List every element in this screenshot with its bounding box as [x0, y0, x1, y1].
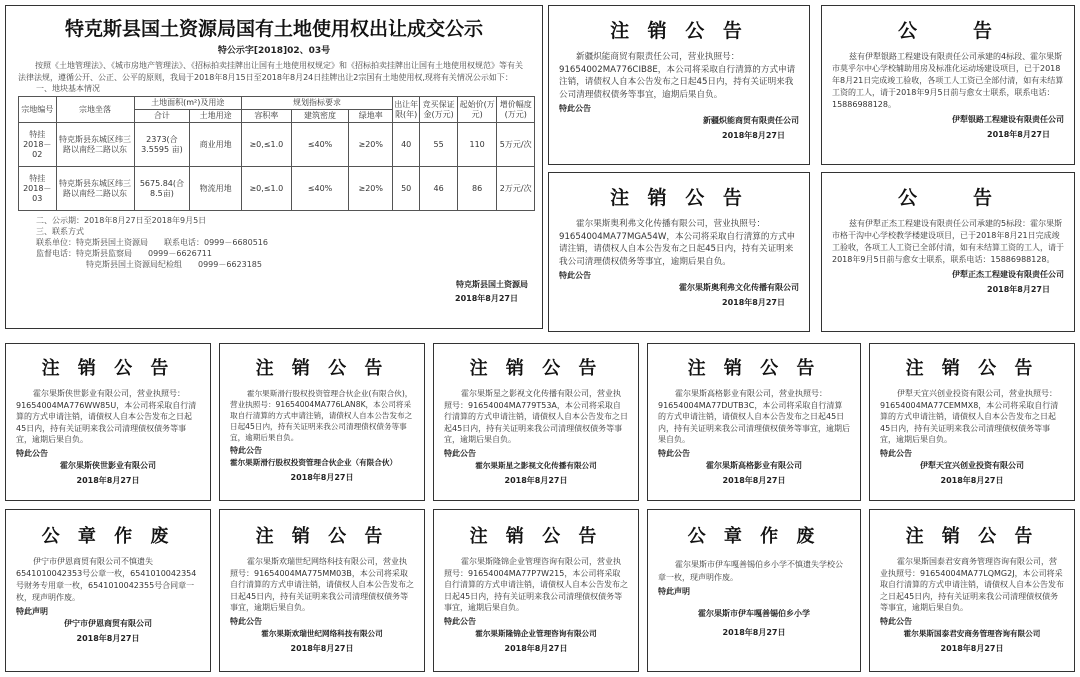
header-area-use: 土地面积(m²)及用途 [134, 97, 241, 110]
notice-heading: 公 告 [897, 187, 998, 209]
notice-closing: 特此公告 [444, 448, 476, 458]
land-notice-number: 特公示字[2018]02、03号 [217, 46, 331, 56]
contact-line-2: 监督电话：特克斯县监察局 0999－6626711 [36, 249, 212, 258]
land-notice-signature: 特克斯县国土资源局 [456, 280, 528, 289]
header-start-price: 起始价(万元) [457, 97, 497, 123]
notice-signature: 霍尔果斯奥利弗文化传播有限公司 [679, 283, 799, 292]
notice-closing: 特此公告 [559, 271, 591, 280]
header-green: 绿地率 [349, 110, 393, 123]
cell-area: 2373(合3.5595 亩) [134, 123, 190, 167]
notice-date: 2018年8月27日 [940, 475, 1004, 485]
cell-years: 40 [393, 123, 420, 167]
notice-heading: 公 章 作 废 [41, 526, 175, 547]
cell-plot: 特挂2018－03 [19, 167, 57, 211]
notice-heading: 注 销 公 告 [905, 358, 1039, 379]
notice-date: 2018年8月27日 [290, 643, 354, 653]
notice-date: 2018年8月27日 [504, 643, 568, 653]
header-density: 建筑密度 [291, 110, 349, 123]
notice-closing: 特此声明 [658, 587, 690, 596]
notice-body: 伊宁市伊恩商贸有限公司不慎遗失6541010042353号公章一枚，6541010042354号财务专用章一枚，6541010042355号合同章一枚，现声明作废。 [16, 557, 197, 602]
notice-closing: 特此公告 [880, 616, 912, 626]
cancellation-notice [869, 343, 1075, 501]
notice-heading: 公 告 [897, 20, 998, 42]
land-notice-title: 特克斯县国土资源局国有土地使用权出让成交公示 [64, 18, 483, 40]
notice-body: 霍尔果斯侠世影业有限公司，营业执照号：91654004MA776WW85U，本公司将采取自行清算的方式申请注销，请债权人自本公告发布之日起45日内，持有关证明来我公司清理债权债务等事宜，逾期后果自负。 [16, 389, 197, 444]
section-2-period: 二、公示期：2018年8月27日至2018年9月5日 [36, 216, 207, 225]
cell-start: 110 [457, 123, 497, 167]
cell-far: ≥0,≤1.0 [241, 123, 291, 167]
wage-notice [821, 172, 1075, 332]
notice-heading: 注 销 公 告 [610, 20, 748, 42]
section-1-heading: 一、地块基本情况 [36, 84, 100, 93]
notice-date: 2018年8月27日 [76, 475, 140, 485]
notice-date: 2018年8月27日 [504, 475, 568, 485]
notice-date: 2018年8月27日 [987, 130, 1050, 139]
notice-body: 霍尔果斯市伊车嘎善锡伯乡小学不慎遗失学校公章一枚，现声明作废。 [658, 560, 843, 582]
header-planning: 规划指标要求 [241, 97, 392, 110]
notice-body: 兹有伊犁正杰工程建设有限责任公司承建的5标段：霍尔果斯市格干沟中心学校教学楼建设项目，已于2018年8月21日完成竣工验收，各项工人工资已全部付清，如有未结算工资的工人，请于2018年9月5日前与愈女士联系，联系电话：15886988128。 [832, 219, 1064, 264]
contact-line-3: 特克斯县国土资源局纪检组 0999－6623185 [86, 260, 262, 269]
notice-body: 新疆炽能商贸有限责任公司，营业执照号：91654002MA776CIB8E，本公司将采取自行清算的方式申请注销，请债权人自本公告发布之日起45日内，持有关证明来我公司清理债权债务等事宜，逾期后果自负。 [559, 52, 796, 100]
notice-heading: 注 销 公 告 [905, 526, 1039, 547]
notice-signature: 新疆炽能商贸有限责任公司 [703, 116, 799, 125]
notice-signature: 霍尔果斯滑行股权投资管理合伙企业（有限合伙） [230, 458, 398, 467]
notice-body: 霍尔果斯奥利弗文化传播有限公司，营业执照号：91654004MA77MGA54W，本公司将采取自行清算的方式申请注销，请债权人自本公告发布之日起45日内，持有关证明来我公司清理债权债务等事宜，逾期后果自负。 [559, 219, 796, 267]
notice-closing: 特此公告 [559, 104, 591, 113]
cell-location: 特克斯县东城区纬三路以南经二路以东 [56, 167, 134, 211]
notice-body: 霍尔果斯隆锦企业管理咨询有限公司，营业执照号：91654004MA77P7W215，本公司将采取自行清算的方式申请注销，请债权人自本公告发布之日起45日内，持有关证明来我公司清理债权债务等事宜，逾期后果自负。 [444, 557, 628, 612]
table-row [19, 123, 535, 167]
cancellation-notice [548, 5, 810, 165]
header-location: 宗地坐落 [56, 97, 134, 123]
header-far: 容积率 [241, 110, 291, 123]
notice-heading: 注 销 公 告 [255, 358, 389, 379]
seal-void-notice [5, 509, 211, 672]
cell-use: 物流用地 [190, 167, 242, 211]
notice-body: 霍尔果斯滑行股权投资管理合伙企业(有限合伙)，营业执照号：91654004MA776LAN8K，本公司将采取自行清算的方式申请注销，请债权人自本公告发布之日起45日内，持有关证明来我公司清理债权债务等事宜，逾期后果自负。 [230, 389, 413, 442]
cell-plot: 特挂2018－02 [19, 123, 57, 167]
notice-date: 2018年8月27日 [722, 131, 785, 140]
notice-signature: 霍尔果斯市伊车嘎善锡伯乡小学 [698, 609, 810, 618]
notice-signature: 霍尔果斯星之影视文化传播有限公司 [475, 460, 597, 470]
notice-closing: 特此公告 [880, 448, 912, 458]
notice-heading: 注 销 公 告 [41, 358, 175, 379]
cancellation-notice [647, 343, 861, 501]
table-header-row [19, 97, 535, 110]
land-notice-intro: 按照《土地管理法》、《城市房地产管理法》、《招标拍卖挂牌出让国有土地使用权规定》和《招标拍卖挂牌出让国有土地使用权规范》等有关法律法规，遵循公开、公正、公平的原则，我局于2018年8月15日至2018年8月24日挂牌出让2宗国有土地使用权,现将有关情况公示如下： [18, 61, 523, 82]
header-land-use: 土地用途 [190, 110, 242, 123]
cell-use: 商业用地 [190, 123, 242, 167]
notice-date: 2018年8月27日 [722, 475, 786, 485]
notice-body: 霍尔果斯高格影业有限公司，营业执照号：91654004MA77DUTB3C，本公司将采取自行清算的方式申请注销，请债权人自本公告发布之日起45日内，持有关证明来我公司清理债权债务等事宜，逾期后果自负。 [658, 389, 850, 444]
header-plot-no: 宗地编号 [19, 97, 57, 123]
notice-closing: 特此公告 [658, 448, 690, 458]
notice-date: 2018年8月27日 [290, 473, 354, 482]
contact-line-1: 联系单位：特克斯县国土资源局 联系电话：0999－6680516 [36, 238, 268, 247]
notice-signature: 霍尔果斯侠世影业有限公司 [60, 460, 156, 470]
wage-notice [821, 5, 1075, 165]
notice-signature: 霍尔果斯国泰君安商务管理咨询有限公司 [903, 628, 1041, 638]
notice-signature: 霍尔果斯高格影业有限公司 [706, 460, 802, 470]
notice-date: 2018年8月27日 [987, 285, 1050, 294]
cell-deposit: 46 [420, 167, 458, 211]
notice-body: 霍尔果斯星之影视文化传播有限公司，营业执照号：91654004MA779T53A，本公司将采取自行清算的方式申请注销，请债权人自本公告发布之日起45日内，持有关证明来我公司清理债权债务等事宜，逾期后果自负。 [444, 389, 628, 444]
notice-date: 2018年8月27日 [76, 634, 140, 643]
notice-closing: 特此公告 [16, 448, 48, 458]
cell-years: 50 [393, 167, 420, 211]
header-total: 合计 [134, 110, 190, 123]
notice-signature: 伊犁天宜兴创业投资有限公司 [920, 460, 1024, 470]
land-transfer-notice [5, 5, 543, 329]
notice-date: 2018年8月27日 [940, 643, 1004, 653]
notice-date: 2018年8月27日 [722, 628, 786, 637]
cell-green: ≥20% [349, 123, 393, 167]
cell-start: 86 [457, 167, 497, 211]
notice-body: 兹有伊犁银路工程建设有限责任公司承建的4标段、霍尔果斯市莫乎尔中心学校辅助用房及标准化运动场建设项目，已于2018年8月21日完成竣工验收，各项工人工资已全部付清，如有未结算工资的工人，请于2018年9月5日前与愈女士联系，联系电话：15886988128。 [832, 52, 1064, 109]
cancellation-notice [869, 509, 1075, 672]
cell-density: ≤40% [291, 123, 349, 167]
cancellation-notice [219, 343, 425, 501]
cell-increment: 5万元/次 [497, 123, 535, 167]
cell-location: 特克斯县东城区纬三路以南经二路以东 [56, 123, 134, 167]
land-plot-table [18, 96, 535, 211]
notice-signature: 霍尔果斯隆锦企业管理咨询有限公司 [475, 628, 597, 638]
cell-green: ≥20% [349, 167, 393, 211]
notice-heading: 注 销 公 告 [469, 526, 603, 547]
cancellation-notice [219, 509, 425, 672]
cell-deposit: 55 [420, 123, 458, 167]
notice-date: 2018年8月27日 [722, 298, 785, 307]
notice-body: 霍尔果斯欢瑞世纪网络科技有限公司，营业执照号：91654004MA775MM03B，本公司将采取自行清算的方式申请注销，请债权人自本公告发布之日起45日内，持有关证明来我公司清理债权债务等事宜，逾期后果自负。 [230, 557, 414, 612]
cancellation-notice [5, 343, 211, 501]
header-deposit: 竞买保证金(万元) [420, 97, 458, 123]
cancellation-notice [433, 509, 639, 672]
notice-heading: 公 章 作 废 [687, 526, 821, 547]
notice-heading: 注 销 公 告 [255, 526, 389, 547]
notice-signature: 霍尔果斯欢瑞世纪网络科技有限公司 [261, 628, 383, 638]
cancellation-notice [433, 343, 639, 501]
notice-signature: 伊犁银路工程建设有限责任公司 [952, 115, 1064, 124]
notice-signature: 伊犁正杰工程建设有限责任公司 [952, 270, 1064, 279]
notice-heading: 注 销 公 告 [469, 358, 603, 379]
notice-closing: 特此公告 [230, 446, 262, 455]
notice-closing: 特此公告 [230, 616, 262, 626]
cancellation-notice [548, 172, 810, 332]
section-3-heading: 三、联系方式 [36, 227, 84, 236]
notice-closing: 特此声明 [16, 607, 48, 616]
table-row [19, 167, 535, 211]
seal-void-notice [647, 509, 861, 672]
notice-signature: 伊宁市伊恩商贸有限公司 [64, 619, 152, 628]
notice-body: 伊犁天宜兴创业投资有限公司，营业执照号：91654004MA77CEMMX8，本公司将采取自行清算的方式申请注销，请债权人自本公告发布之日起45日内，持有关证明来我公司清理债权债务等事宜，逾期后果自负。 [880, 389, 1059, 444]
cell-area: 5675.84(合8.5亩) [134, 167, 190, 211]
cell-increment: 2万元/次 [497, 167, 535, 211]
notice-heading: 注 销 公 告 [687, 358, 821, 379]
notice-body: 霍尔果斯国泰君安商务管理咨询有限公司，营业执照号：91654004MA77LQMG2J，本公司将采取自行清算的方式申请注销，请债权人自本公告发布之日起45日内，持有关证明来我公司清理债权债务等事宜，逾期后果自负。 [880, 557, 1064, 612]
header-increment: 增价幅度(万元) [497, 97, 535, 123]
land-notice-date: 2018年8月27日 [455, 294, 518, 303]
notice-heading: 注 销 公 告 [610, 187, 748, 209]
cell-density: ≤40% [291, 167, 349, 211]
header-years: 出让年限(年) [393, 97, 420, 123]
cell-far: ≥0,≤1.0 [241, 167, 291, 211]
notice-closing: 特此公告 [444, 616, 476, 626]
